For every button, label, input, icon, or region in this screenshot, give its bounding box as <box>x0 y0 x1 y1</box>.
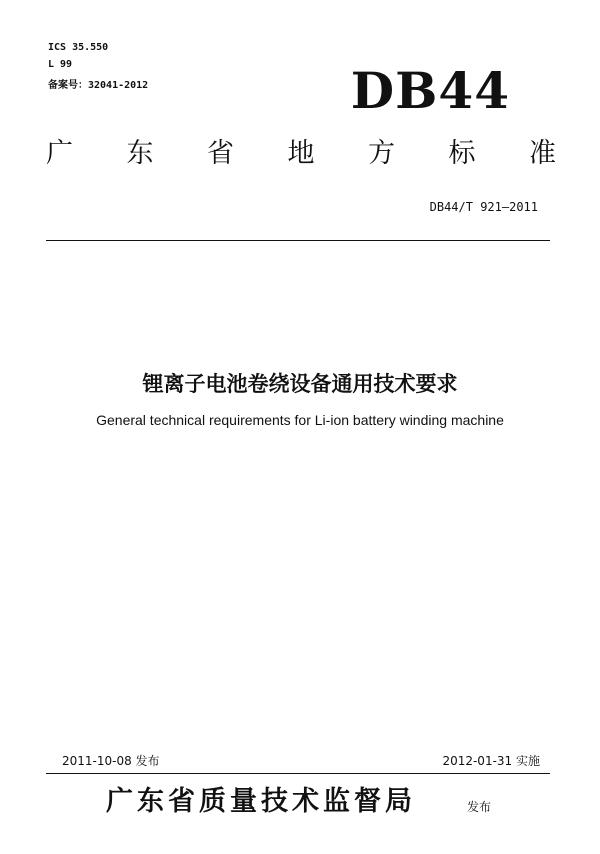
standard-type-char: 标 <box>448 138 476 169</box>
standard-number: DB44/T 921—2011 <box>429 200 538 214</box>
top-divider <box>46 240 550 241</box>
publish-date: 2011-10-08 发布 <box>62 754 160 768</box>
standard-type-char: 方 <box>368 138 395 169</box>
issue-label: 发布 <box>467 800 492 814</box>
document-title-english: General technical requirements for Li-ion battery winding machine <box>96 412 504 428</box>
standard-type-char: 准 <box>529 138 556 169</box>
standard-type-char: 省 <box>207 138 234 169</box>
bottom-divider <box>46 773 550 774</box>
issuing-authority: 广东省质量技术监督局 <box>106 786 416 817</box>
classification-code: L 99 <box>48 59 73 70</box>
document-title-chinese: 锂离子电池卷绕设备通用技术要求 <box>142 372 458 396</box>
ics-code: ICS 35.550 <box>48 42 109 53</box>
standard-code: DB44 <box>350 61 510 120</box>
standard-type-char: 东 <box>126 138 154 169</box>
standard-type-title <box>46 140 556 167</box>
standard-type-char: 地 <box>287 138 315 169</box>
filing-number: 备案号：32041-2012 <box>48 80 149 91</box>
implement-date: 2012-01-31 实施 <box>442 754 540 768</box>
standard-type-char: 广 <box>46 138 73 169</box>
